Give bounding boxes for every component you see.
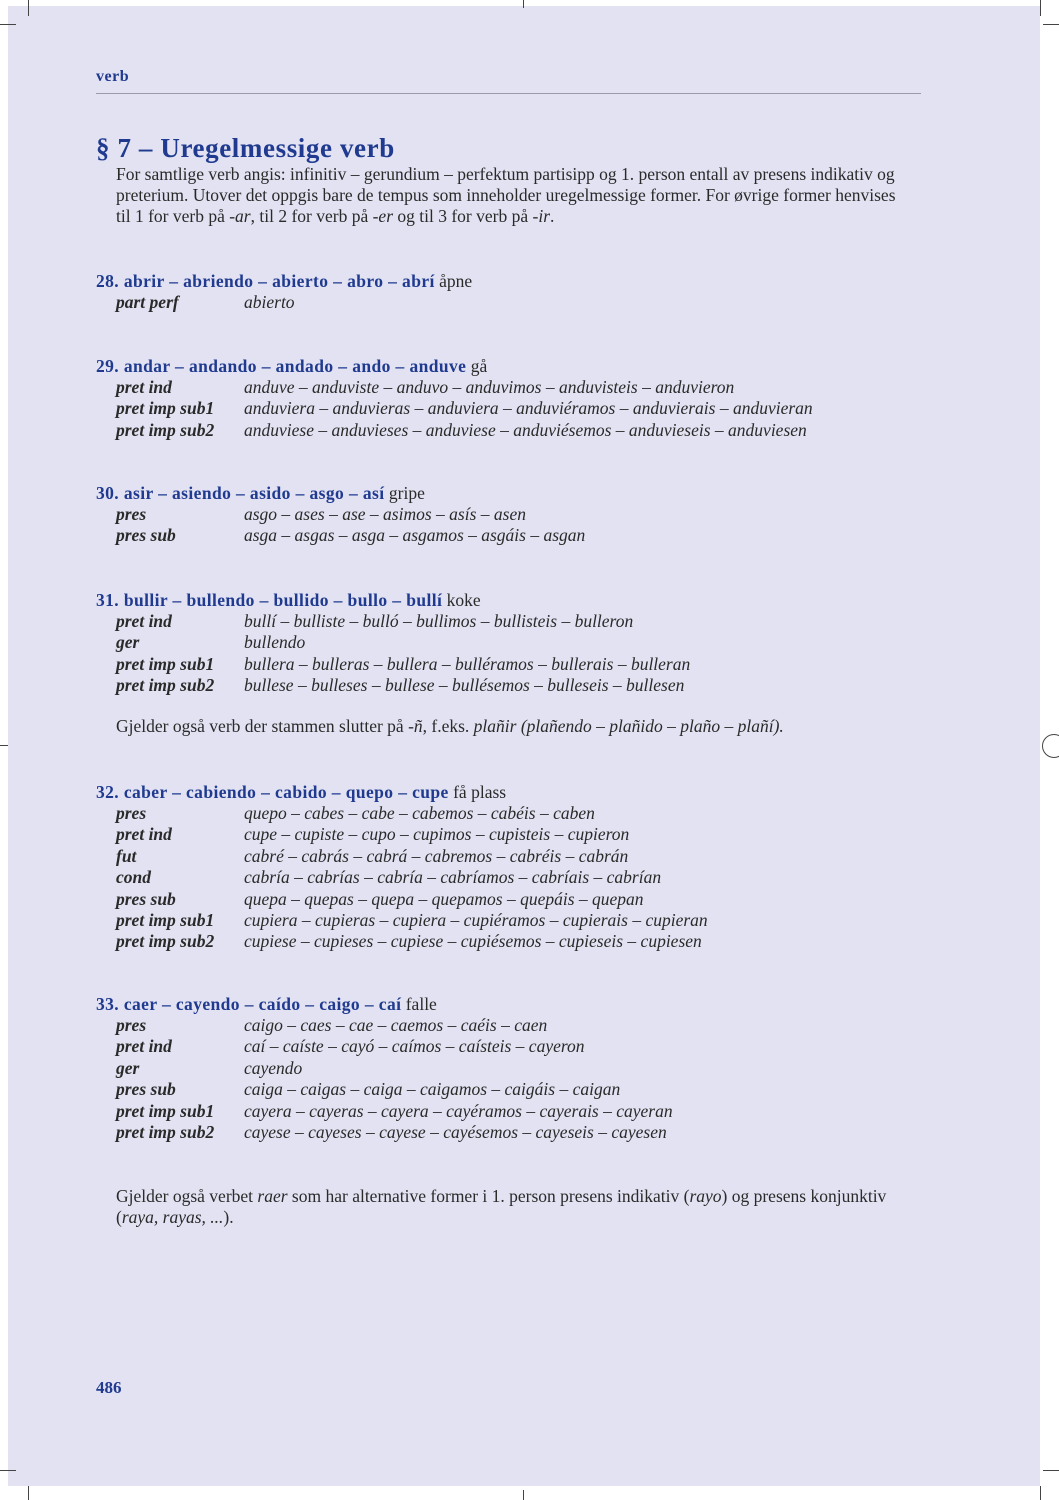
conjugation-row [96, 1122, 936, 1143]
conjugation-forms: abierto [244, 292, 295, 312]
italic-run: rayo [689, 1186, 722, 1206]
conjugation-forms: cayese – cayeses – cayese – cayésemos – cayeseis – cayesen [244, 1122, 667, 1143]
conjugation-forms: quepa – quepas – quepa – quepamos – quepáis – quepan [244, 888, 644, 909]
verb-entry-heading [96, 356, 936, 377]
conjugation-row [96, 1101, 936, 1122]
conjugation-row [96, 1015, 936, 1036]
conjugation-forms: quepo – cabes – cabe – cabemos – cabéis – caben [244, 803, 595, 823]
crop-mark [1043, 1470, 1059, 1471]
verb-entry [96, 356, 936, 441]
note-bullir [116, 716, 896, 737]
verb-meaning: gripe [384, 483, 425, 503]
verb-entry-heading [96, 782, 936, 803]
crop-mark [0, 745, 8, 746]
page-background [8, 6, 1040, 1486]
crop-mark [1043, 24, 1059, 25]
italic-run: -ir [532, 206, 550, 226]
tense-label: pres [116, 803, 147, 823]
registration-mark [1042, 734, 1059, 758]
conjugation-row [96, 675, 936, 696]
crop-mark [523, 1490, 524, 1500]
italic-run: -ñ [408, 716, 423, 736]
verb-entry-heading [96, 590, 936, 611]
conjugation-forms: cayera – cayeras – cayera – cayéramos – cayerais – cayeran [244, 1100, 673, 1121]
tense-label: pret imp sub1 [116, 653, 215, 674]
text-run: Gjelder også verb der stammen slutter på [116, 716, 409, 736]
verb-forms-heading: 33. caer – cayendo – caído – caigo – caí [96, 994, 402, 1014]
verb-meaning: åpne [434, 271, 473, 291]
tense-label: pret ind [116, 1036, 172, 1057]
conjugation-forms: bullese – bulleses – bullese – bullésemos – bulleseis – bullesen [244, 675, 685, 696]
section-intro [116, 164, 896, 227]
verb-entry-heading [96, 483, 936, 504]
note-caer [116, 1186, 896, 1228]
text-run: ) og presens konjunktiv ( [116, 1186, 887, 1227]
conjugation-forms: cupiera – cupieras – cupiera – cupiéramos – cupierais – cupieran [244, 910, 708, 931]
conjugation-row [96, 910, 936, 931]
conjugation-forms: cupe – cupiste – cupo – cupimos – cupisteis – cupieron [244, 824, 630, 845]
tense-label: pret imp sub2 [116, 1122, 215, 1143]
conjugation-row [96, 398, 936, 419]
conjugation-row [96, 632, 936, 653]
tense-label: pres [116, 1015, 147, 1035]
text-run: , til 2 for verb på [250, 206, 373, 226]
verb-meaning: gå [466, 356, 488, 376]
verb-entry-heading [96, 994, 936, 1015]
tense-label: cond [116, 867, 151, 888]
verb-entry [96, 590, 936, 697]
tense-label: pres [116, 504, 147, 524]
conjugation-forms: anduve – anduviste – anduvo – anduvimos – anduvisteis – anduvieron [244, 377, 735, 397]
conjugation-forms: cabría – cabrías – cabría – cabríamos – cabríais – cabrían [244, 867, 662, 888]
tense-label: pres sub [116, 888, 176, 909]
verb-entry [96, 271, 936, 313]
conjugation-forms: anduviese – anduvieses – anduviese – anduviésemos – anduvieseis – anduviesen [244, 419, 807, 440]
verb-forms-heading: 28. abrir – abriendo – abierto – abro – abrí [96, 271, 435, 291]
conjugation-row [96, 504, 936, 525]
tense-label: pret ind [116, 377, 172, 397]
verb-forms-heading: 30. asir – asiendo – asido – asgo – así [96, 483, 385, 503]
page-number: 486 [96, 1378, 122, 1397]
conjugation-forms: asga – asgas – asga – asgamos – asgáis – asgan [244, 525, 586, 546]
conjugation-forms: bullera – bulleras – bullera – bulléramos – bullerais – bulleran [244, 653, 691, 674]
text-run: som har alternative former i 1. person presens indikativ ( [287, 1186, 690, 1206]
header-rule [96, 93, 921, 94]
verb-meaning: koke [442, 590, 481, 610]
conjugation-row [96, 824, 936, 845]
conjugation-forms: bullí – bulliste – bulló – bullimos – bullisteis – bulleron [244, 611, 634, 631]
tense-label: pret imp sub1 [116, 398, 215, 419]
verb-entry [96, 782, 936, 953]
conjugation-row [96, 846, 936, 867]
verb-entry [96, 483, 936, 547]
verb-entry [96, 994, 936, 1143]
text-run: og til 3 for verb på [393, 206, 533, 226]
conjugation-row [96, 867, 936, 888]
conjugation-row [96, 525, 936, 546]
conjugation-forms: caiga – caigas – caiga – caigamos – caigáis – caigan [244, 1079, 621, 1100]
conjugation-forms: cabré – cabrás – cabrá – cabremos – cabréis – cabrán [244, 845, 629, 866]
section-title: § 7 – Uregelmessige verb [96, 133, 395, 163]
tense-label: pres sub [116, 1079, 176, 1100]
conjugation-row [96, 1079, 936, 1100]
tense-label: ger [116, 1057, 140, 1078]
verb-entry-heading [96, 271, 936, 292]
crop-mark [1040, 0, 1041, 16]
tense-label: pret imp sub2 [116, 931, 215, 952]
conjugation-row [96, 654, 936, 675]
text-run: Gjelder også verbet [116, 1186, 258, 1206]
tense-label: fut [116, 845, 137, 866]
italic-run: -er [372, 206, 394, 226]
crop-mark [28, 0, 29, 16]
conjugation-forms: caigo – caes – cae – caemos – caéis – caen [244, 1015, 548, 1035]
conjugation-forms: cayendo [244, 1057, 303, 1078]
crop-mark [0, 1470, 16, 1471]
conjugation-forms: bullendo [244, 632, 306, 653]
crop-mark [523, 0, 524, 8]
tense-label: pret imp sub1 [116, 1100, 215, 1121]
running-header: verb [96, 68, 130, 85]
crop-mark [1040, 1486, 1041, 1500]
conjugation-row [96, 803, 936, 824]
conjugation-row [96, 1058, 936, 1079]
text-run: ). [223, 1207, 234, 1227]
conjugation-forms: cupiese – cupieses – cupiese – cupiésemos – cupieseis – cupiesen [244, 931, 702, 952]
text-run: For samtlige verb angis: infinitiv – gerundium – perfektum partisipp og 1. person entall av presens indikativ og preterium. Utover det oppgis bare de tempus som inneholder uregelmessige former. For øvrige former henvises til 1 for verb på [116, 164, 896, 226]
tense-label: ger [116, 632, 140, 653]
conjugation-row [96, 611, 936, 632]
verb-forms-heading: 32. caber – cabiendo – cabido – quepo – cupe [96, 782, 449, 802]
tense-label: pret imp sub2 [116, 419, 215, 440]
text-run: , f.eks. [422, 716, 474, 736]
verb-forms-heading: 29. andar – andando – andado – ando – anduve [96, 356, 467, 376]
italic-run: plañir (plañendo – plañido – plaño – plañí). [473, 716, 784, 736]
text-run: . [550, 206, 555, 226]
conjugation-row [96, 1036, 936, 1057]
conjugation-row [96, 420, 936, 441]
conjugation-forms: caí – caíste – cayó – caímos – caísteis – cayeron [244, 1036, 585, 1057]
crop-mark [28, 1486, 29, 1500]
italic-run: raer [257, 1186, 288, 1206]
tense-label: part perf [116, 292, 179, 312]
crop-mark [0, 24, 16, 25]
conjugation-forms: asgo – ases – ase – asimos – asís – asen [244, 504, 526, 524]
conjugation-row [96, 931, 936, 952]
conjugation-row [96, 292, 936, 313]
conjugation-row [96, 377, 936, 398]
verb-forms-heading: 31. bullir – bullendo – bullido – bullo – bullí [96, 590, 443, 610]
tense-label: pret imp sub1 [116, 910, 215, 931]
tense-label: pret imp sub2 [116, 675, 215, 696]
verb-meaning: få plass [448, 782, 507, 802]
tense-label: pres sub [116, 525, 176, 546]
italic-run: -ar [229, 206, 251, 226]
tense-label: pret ind [116, 824, 172, 845]
conjugation-row [96, 889, 936, 910]
conjugation-forms: anduviera – anduvieras – anduviera – anduviéramos – anduvierais – anduvieran [244, 398, 813, 419]
tense-label: pret ind [116, 611, 172, 631]
italic-run: raya, rayas, ... [121, 1207, 224, 1227]
verb-meaning: falle [401, 994, 437, 1014]
